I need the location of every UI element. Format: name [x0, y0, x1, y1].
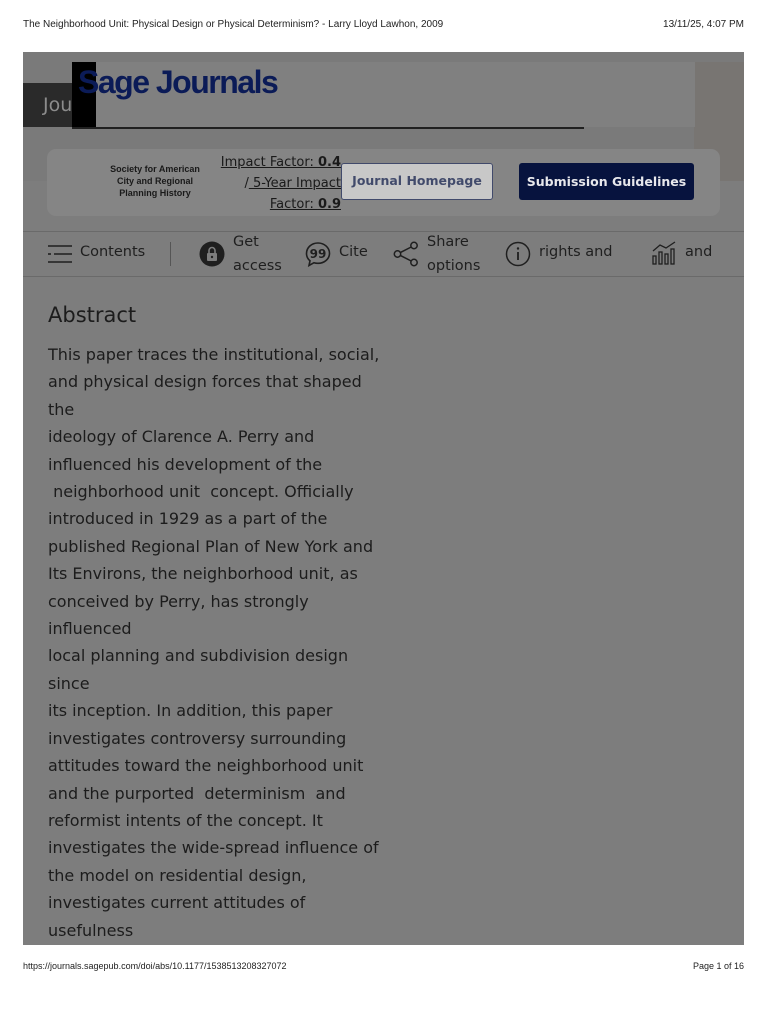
abstract-line: attitudes toward the neighborhood unit — [48, 756, 364, 776]
abstract-line: neighborhood unit concept. Officially — [48, 482, 354, 502]
lock-icon — [199, 241, 225, 267]
print-footer-url: https://journals.sagepub.com/doi/abs/10.1177/1538513208327072 — [23, 961, 287, 971]
abstract-line: published Regional Plan of New York and — [48, 536, 374, 556]
metrics-button[interactable] — [651, 232, 731, 276]
print-header-title: The Neighborhood Unit: Physical Design or Physical Determinism? - Larry Lloyd Lawhon, 2009 — [23, 19, 444, 30]
impact-separator: / — [244, 176, 249, 191]
submission-guidelines-button[interactable]: Submission Guidelines — [519, 163, 694, 200]
list-icon — [47, 243, 73, 265]
get-access-button[interactable] — [199, 232, 289, 276]
get-access-label-2: access — [233, 258, 282, 274]
abstract-line: ideology of Clarence A. Perry and — [48, 427, 315, 447]
abstract-line: investigates the wide-spread influence of — [48, 838, 379, 858]
share-label-1: Share — [427, 234, 469, 250]
share-icon — [393, 241, 419, 267]
abstract-line: Its Environs, the neighborhood unit, as — [48, 564, 358, 584]
rights-and-permissions-button[interactable] — [505, 232, 625, 276]
toolbar-divider — [170, 242, 171, 266]
print-header-datetime: 13/11/25, 4:07 PM — [663, 19, 744, 30]
abstract-heading: Abstract — [48, 303, 137, 327]
contents-label: Contents — [80, 244, 146, 260]
contents-button[interactable] — [47, 232, 167, 276]
svg-text:99: 99 — [309, 247, 327, 261]
five-year-impact-value: 0.9 — [317, 197, 341, 212]
page-content — [23, 52, 744, 945]
cite-label: Cite — [339, 244, 368, 260]
cite-button[interactable] — [305, 232, 385, 276]
journal-homepage-button[interactable]: Journal Homepage — [341, 163, 493, 200]
abstract-line: This paper traces the institutional, social, — [48, 345, 380, 364]
abstract-line: investigates controversy surrounding — [48, 728, 347, 748]
quote-icon — [305, 241, 331, 267]
header-divider — [72, 127, 584, 129]
abstract-line — [48, 944, 393, 945]
share-label-2: options — [427, 258, 481, 274]
impact-factor-label: Impact Factor: — [220, 155, 318, 170]
abstract-line: conceived by Perry, has strongly influenced — [48, 591, 309, 639]
abstract-line: its inception. In addition, this paper — [48, 701, 333, 721]
impact-factor-link[interactable] — [199, 152, 341, 215]
abstract-line: introduced in 1929 as a part of the — [48, 509, 328, 529]
abstract-line: influenced his development of the — [48, 454, 323, 474]
journal-info-bar — [47, 149, 720, 216]
sage-journals-logo[interactable]: Sage Journals — [78, 64, 278, 100]
get-access-label-1: Get — [233, 234, 259, 250]
abstract-line: investigates current attitudes of usefulness — [48, 893, 306, 940]
abstract-line: and physical design forces that shaped the — [48, 372, 362, 419]
print-footer — [23, 961, 744, 975]
article-toolbar — [23, 231, 744, 277]
impact-factor-value: 0.4 — [317, 155, 341, 170]
bar-chart-icon — [651, 240, 677, 266]
journals-tab[interactable] — [23, 83, 72, 127]
info-icon — [505, 241, 531, 267]
abstract-line: the model on residential design, — [48, 865, 307, 885]
journals-tab-label: Jou — [43, 94, 72, 116]
metrics-label: and — [685, 244, 713, 260]
print-footer-page-number: Page 1 of 16 — [692, 961, 744, 971]
five-year-impact-label: 5-Year Impact Factor: — [248, 176, 341, 212]
abstract-text — [48, 341, 393, 945]
society-logo[interactable]: Society for American City and Regional Planning History — [110, 164, 200, 198]
abstract-line: and the purported determinism and — [48, 783, 346, 803]
share-options-button[interactable] — [393, 232, 493, 276]
abstract-line: reformist intents of the concept. It — [48, 810, 323, 830]
abstract-line: local planning and subdivision design since — [48, 646, 349, 693]
print-header — [23, 19, 744, 33]
rights-label: rights and — [539, 244, 613, 260]
